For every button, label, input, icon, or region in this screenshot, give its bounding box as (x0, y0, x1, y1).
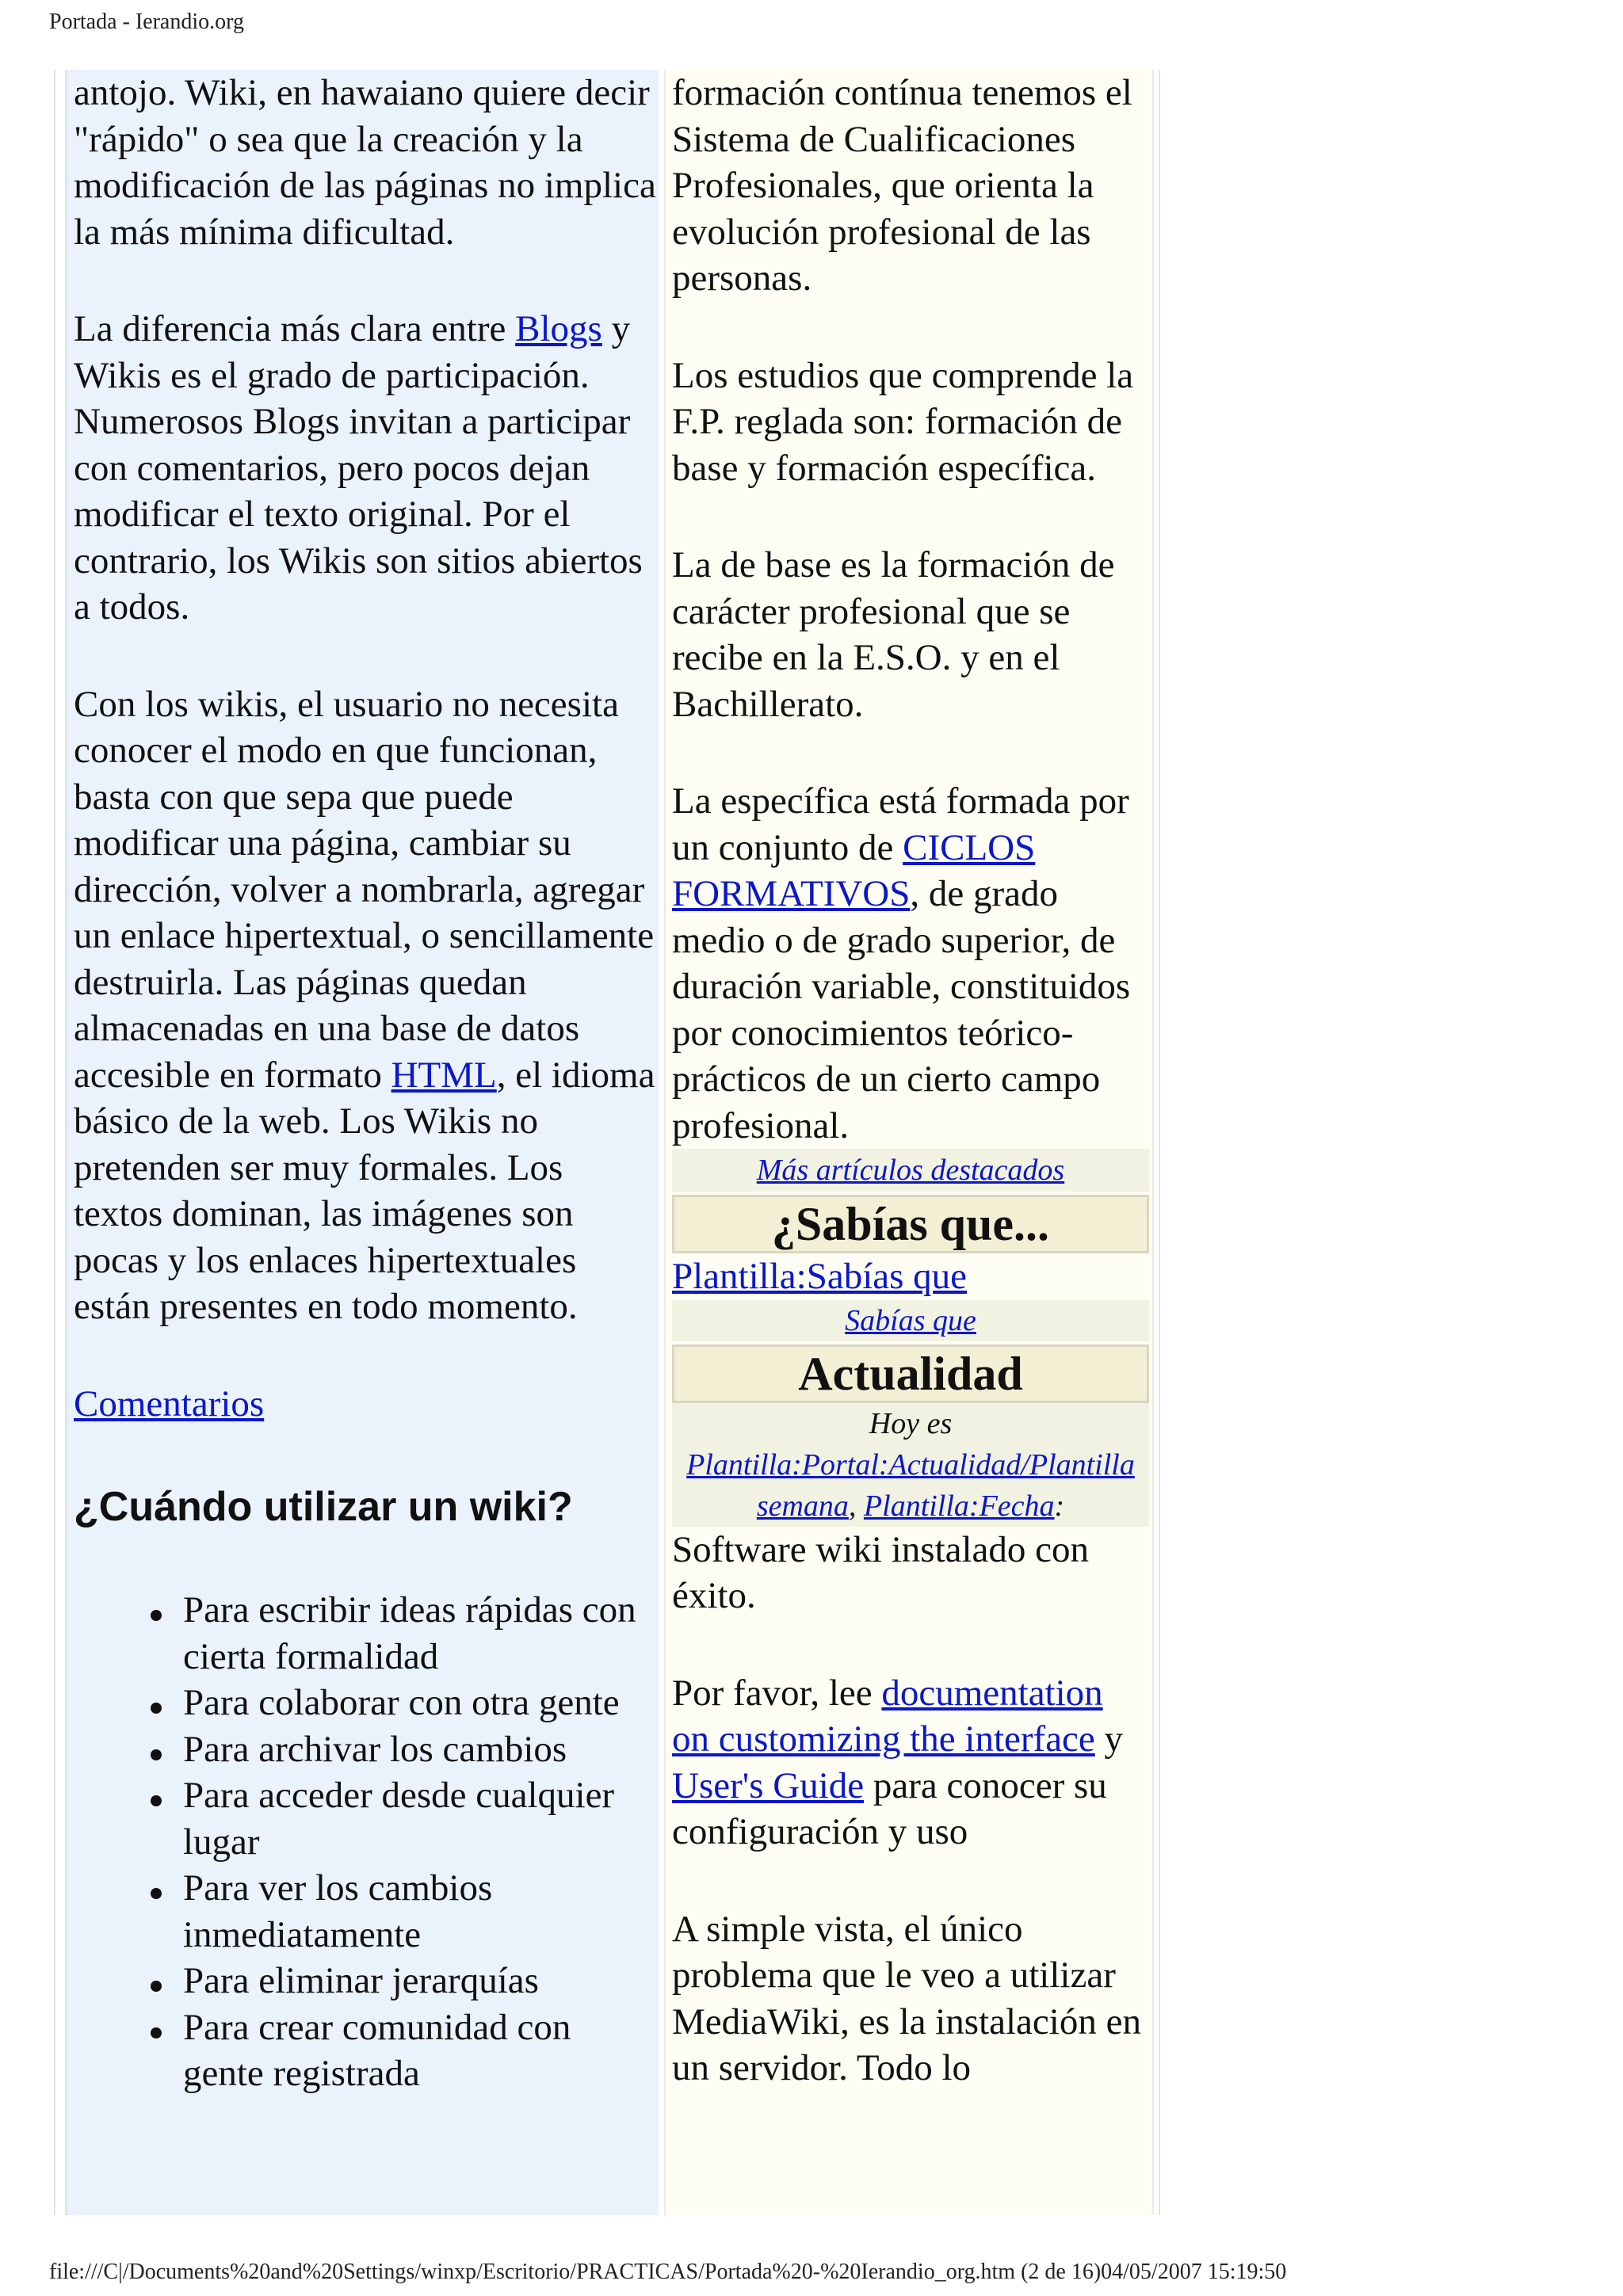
software-installed-paragraph: Software wiki instalado con éxito. (672, 1528, 1090, 1616)
list-item: Para ver los cambios inmediatamente (74, 1865, 660, 1958)
documentation-link[interactable]: documentation on customizing the interface (672, 1672, 1103, 1760)
plantilla-sabias-que-link[interactable]: Plantilla:Sabías que (672, 1256, 968, 1297)
fp-especifica-paragraph: La específica está formada por un conjunto de CICLOS FORMATIVOS, de grado medio o de grado superior, de duración variable, constituidos por conocimientos teórico-prácticos de un cierto campo profesional. (672, 780, 1131, 1146)
sabias-que-link[interactable]: Sabías que (845, 1303, 976, 1337)
fp-continua-paragraph: formación contínua tenemos el Sistema de Cualificaciones Profesionales, que orienta la evolución profesional de las personas. (672, 72, 1132, 299)
users-guide-link[interactable]: User's Guide (672, 1764, 865, 1806)
blogs-link[interactable]: Blogs (515, 308, 602, 349)
when-to-use-list (74, 1587, 660, 2097)
bullet-icon (151, 1749, 162, 1760)
blogs-vs-wikis-paragraph: La diferencia más clara entre Blogs y Wikis es el grado de participación. Numerosos Blogs invitan a participar con comentarios, pero pocos dejan modificar el texto original. Por el contrario, los Wikis son sitios abiertos a todos. (74, 308, 643, 627)
plantilla-semana-link[interactable]: Plantilla:Portal:Actualidad/Plantilla semana (686, 1447, 1135, 1523)
when-to-use-wiki-heading: ¿Cuándo utilizar un wiki? (74, 1484, 573, 1530)
fp-estudios-paragraph: Los estudios que comprende la F.P. reglada son: formación de base y formación específica. (672, 354, 1134, 489)
right-column (664, 70, 1154, 2215)
actualidad-title: Actualidad (672, 1344, 1149, 1403)
wiki-intro-paragraph: antojo. Wiki, en hawaiano quiere decir "rápido" o sea que la creación y la modificación de las páginas no implica la más mínima dificultad. (74, 72, 656, 253)
right-column-content (672, 70, 1149, 2092)
html-link[interactable]: HTML (391, 1054, 497, 1096)
ciclos-formativos-link[interactable]: CICLOS FORMATIVOS (672, 826, 1036, 914)
left-column-content (74, 70, 660, 2097)
list-item: Para archivar los cambios (74, 1726, 660, 1773)
sabias-que-title: ¿Sabías que... (672, 1195, 1149, 1253)
left-column (65, 70, 659, 2215)
list-item: Para acceder desde cualquier lugar (74, 1772, 660, 1865)
right-border-rule (1159, 70, 1160, 2215)
more-featured-articles-bar (672, 1149, 1149, 1192)
list-item: Para colaborar con otra gente (74, 1680, 660, 1726)
bullet-icon (151, 1703, 162, 1714)
wiki-usage-paragraph: Con los wikis, el usuario no necesita conocer el modo en que funcionan, basta con que sepa que puede modificar una página, cambiar su dirección, volver a nombrarla, agregar un enlace hipertextual, o sencillamente destruirla. Las páginas quedan almacenadas en una base de datos accesible en formato HTML, el idioma básico de la web. Los Wikis no pretenden ser muy formales. Los textos dominan, las imágenes son pocas y los enlaces hipertextuales están presentes en todo momento. (74, 683, 655, 1327)
bullet-icon (151, 1888, 162, 1899)
documentation-paragraph: Por favor, lee documentation on customizing the interface y User's Guide para conocer su configuración y uso (672, 1672, 1124, 1852)
print-footer-path: file:///C|/Documents%20and%20Settings/winxp/Escritorio/PRACTICAS/Portada%20-%20Ierandio_org.htm (2 de 16)04/05/2007 15:19:50 (49, 2260, 1287, 2284)
more-featured-articles-link[interactable]: Más artículos destacados (756, 1154, 1065, 1187)
bullet-icon (151, 1795, 162, 1806)
sabias-que-footer-bar (672, 1300, 1149, 1341)
left-border-rule (54, 70, 55, 2215)
hoy-es-line: Hoy es Plantilla:Portal:Actualidad/Plantilla semana, Plantilla:Fecha: (672, 1403, 1149, 1527)
list-item: Para crear comunidad con gente registrada (74, 2004, 660, 2097)
bullet-icon (151, 1981, 162, 1992)
list-item: Para eliminar jerarquías (74, 1958, 660, 2004)
fp-base-paragraph: La de base es la formación de carácter profesional que se recibe en la E.S.O. y en el Bachillerato. (672, 544, 1115, 725)
list-item: Para escribir ideas rápidas con cierta formalidad (74, 1587, 660, 1680)
comentarios-link[interactable]: Comentarios (74, 1383, 265, 1425)
mediawiki-install-paragraph: A simple vista, el único problema que le veo a utilizar MediaWiki, es la instalación en un servidor. Todo lo (672, 1908, 1141, 2088)
print-header-title: Portada - Ierandio.org (49, 10, 244, 34)
bullet-icon (151, 2027, 162, 2039)
plantilla-fecha-link[interactable]: Plantilla:Fecha (863, 1489, 1055, 1523)
bullet-icon (151, 1610, 162, 1621)
